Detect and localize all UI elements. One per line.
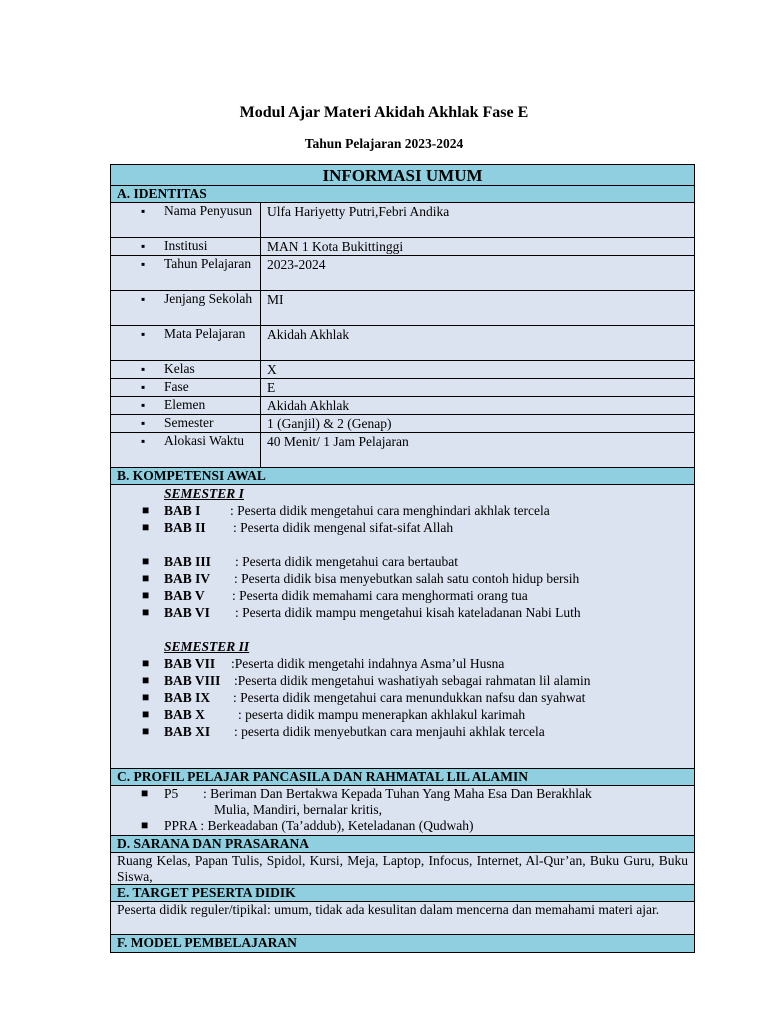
bullet-icon: ■ [141, 786, 149, 800]
bab-code: BAB IX [164, 690, 211, 705]
table-row [111, 291, 694, 326]
bullet-icon: ■ [142, 707, 150, 721]
bab-description: :Peserta didik mengetahi indahnya Asma’ul Husna [231, 656, 505, 671]
bullet-icon: ■ [142, 656, 150, 670]
bullet-icon: ■ [142, 588, 150, 602]
table-row [111, 433, 694, 467]
table-header: INFORMASI UMUM [111, 165, 694, 186]
section-sarana-heading: D. SARANA DAN PRASARANA [111, 836, 694, 853]
semester-1-heading: SEMESTER I [164, 486, 244, 501]
semester-heading-row [111, 485, 694, 502]
list-item [111, 587, 694, 604]
identitas-body [111, 203, 694, 468]
bab-description: : peserta didik mampu menerapkan akhlakul karimah [238, 707, 526, 722]
bab-description: : Peserta didik mampu mengetahui kisah kateladanan Nabi Luth [235, 605, 581, 620]
kompetensi-body [111, 485, 694, 769]
identity-label: ▪ Nama Penyusun [111, 203, 261, 237]
bab-code: BAB VI [164, 605, 210, 620]
identity-value: MI [267, 292, 284, 307]
bab-code: BAB IV [164, 571, 211, 586]
bab-code: BAB VII [164, 656, 216, 671]
p5-label: P5 [164, 786, 179, 801]
section-target-heading: E. TARGET PESERTA DIDIK [111, 885, 694, 902]
list-item [111, 604, 694, 621]
p5-text-line2: Mulia, Mandiri, bernalar kritis, [214, 802, 382, 817]
identity-value: Ulfa Hariyetty Putri,Febri Andika [267, 204, 450, 219]
bullet-icon: ■ [142, 520, 150, 534]
table-row [111, 326, 694, 361]
identity-value: X [267, 362, 277, 377]
bab-description: : Peserta didik mengetahui cara menghindari akhlak tercela [230, 503, 550, 518]
list-item [111, 706, 694, 723]
identity-value: MAN 1 Kota Bukittinggi [267, 239, 404, 254]
bullet-icon: ■ [142, 605, 150, 619]
bab-code: BAB XI [164, 724, 211, 739]
table-row [111, 415, 694, 433]
module-info-table [110, 164, 695, 953]
bullet-icon: ■ [142, 673, 150, 687]
bab-code: BAB X [164, 707, 205, 722]
identity-value: Akidah Akhlak [267, 398, 350, 413]
ppra-text: PPRA : Berkeadaban (Ta’addub), Keteladanan (Qudwah) [164, 818, 474, 833]
bullet-icon: ■ [142, 503, 150, 517]
table-row [111, 379, 694, 397]
table-row [111, 256, 694, 291]
identity-label: ▪ Alokasi Waktu [111, 433, 261, 467]
bab-description: :Peserta didik mengetahui washatiyah sebagai rahmatan lil alamin [234, 673, 591, 688]
sarana-text: Ruang Kelas, Papan Tulis, Spidol, Kursi, Meja, Laptop, Infocus, Internet, Al-Qur’an, Buku Guru, Buku Siswa, [111, 853, 694, 885]
section-identitas-heading: A. IDENTITAS [111, 186, 694, 203]
bab-code: BAB II [164, 520, 206, 535]
bab-code: BAB VIII [164, 673, 221, 688]
identity-label: ▪ Kelas [111, 361, 261, 378]
document-title: Modul Ajar Materi Akidah Akhlak Fase E [239, 104, 529, 121]
table-row [111, 397, 694, 415]
bab-description: : Peserta didik mengetahui cara bertaubat [235, 554, 459, 569]
identity-label: ▪ Tahun Pelajaran [111, 256, 261, 290]
bab-description: : peserta didik menyebutkan cara menjauhi akhlak tercela [234, 724, 545, 739]
identity-label: ▪ Elemen [111, 397, 261, 414]
bullet-icon: ■ [141, 818, 149, 832]
list-item [111, 570, 694, 587]
table-row [111, 203, 694, 238]
identity-label: ▪ Jenjang Sekolah [111, 291, 261, 325]
section-kompetensi-heading: B. KOMPETENSI AWAL [111, 468, 694, 485]
bullet-icon: ■ [142, 724, 150, 738]
section-profil-heading: C. PROFIL PELAJAR PANCASILA DAN RAHMATAL LIL ALAMIN [111, 769, 694, 786]
identity-value: 1 (Ganjil) & 2 (Genap) [267, 416, 392, 431]
identity-label: ▪ Semester [111, 415, 261, 432]
section-model-heading: F. MODEL PEMBELAJARAN [111, 935, 694, 952]
bab-description: : Peserta didik mengetahui cara menundukkan nafsu dan syahwat [233, 690, 586, 705]
list-item [111, 672, 694, 689]
bullet-icon: ■ [142, 554, 150, 568]
profil-body [111, 786, 694, 836]
p5-text-line1: : Beriman Dan Bertakwa Kepada Tuhan Yang Maha Esa Dan Berakhlak [203, 786, 592, 801]
table-row [111, 238, 694, 256]
identity-label: ▪ Mata Pelajaran [111, 326, 261, 360]
bab-description: : Peserta didik memahami cara menghormati orang tua [232, 588, 528, 603]
bab-code: BAB I [164, 503, 201, 518]
identity-value: Akidah Akhlak [267, 327, 350, 342]
academic-year: Tahun Pelajaran 2023-2024 [304, 136, 464, 151]
list-item [111, 655, 694, 672]
semester-2-heading: SEMESTER II [164, 639, 250, 654]
list-item [111, 502, 694, 519]
bullet-icon: ■ [142, 690, 150, 704]
list-item [111, 519, 694, 536]
bab-description: : Peserta didik bisa menyebutkan salah satu contoh hidup bersih [234, 571, 580, 586]
identity-value: 2023-2024 [267, 257, 326, 272]
bab-code: BAB V [164, 588, 205, 603]
identity-label: ▪ Institusi [111, 238, 261, 255]
semester-heading-row [111, 638, 694, 655]
list-item [111, 553, 694, 570]
bab-description: : Peserta didik mengenal sifat-sifat Allah [233, 520, 454, 535]
identity-label: ▪ Fase [111, 379, 261, 396]
table-row [111, 361, 694, 379]
list-item [111, 689, 694, 706]
list-item [111, 723, 694, 740]
bullet-icon: ■ [142, 571, 150, 585]
identity-value: 40 Menit/ 1 Jam Pelajaran [267, 434, 409, 449]
bab-code: BAB III [164, 554, 211, 569]
target-text: Peserta didik reguler/tipikal: umum, tidak ada kesulitan dalam mencerna dan memahami materi ajar. [111, 902, 694, 935]
identity-value: E [267, 380, 276, 395]
